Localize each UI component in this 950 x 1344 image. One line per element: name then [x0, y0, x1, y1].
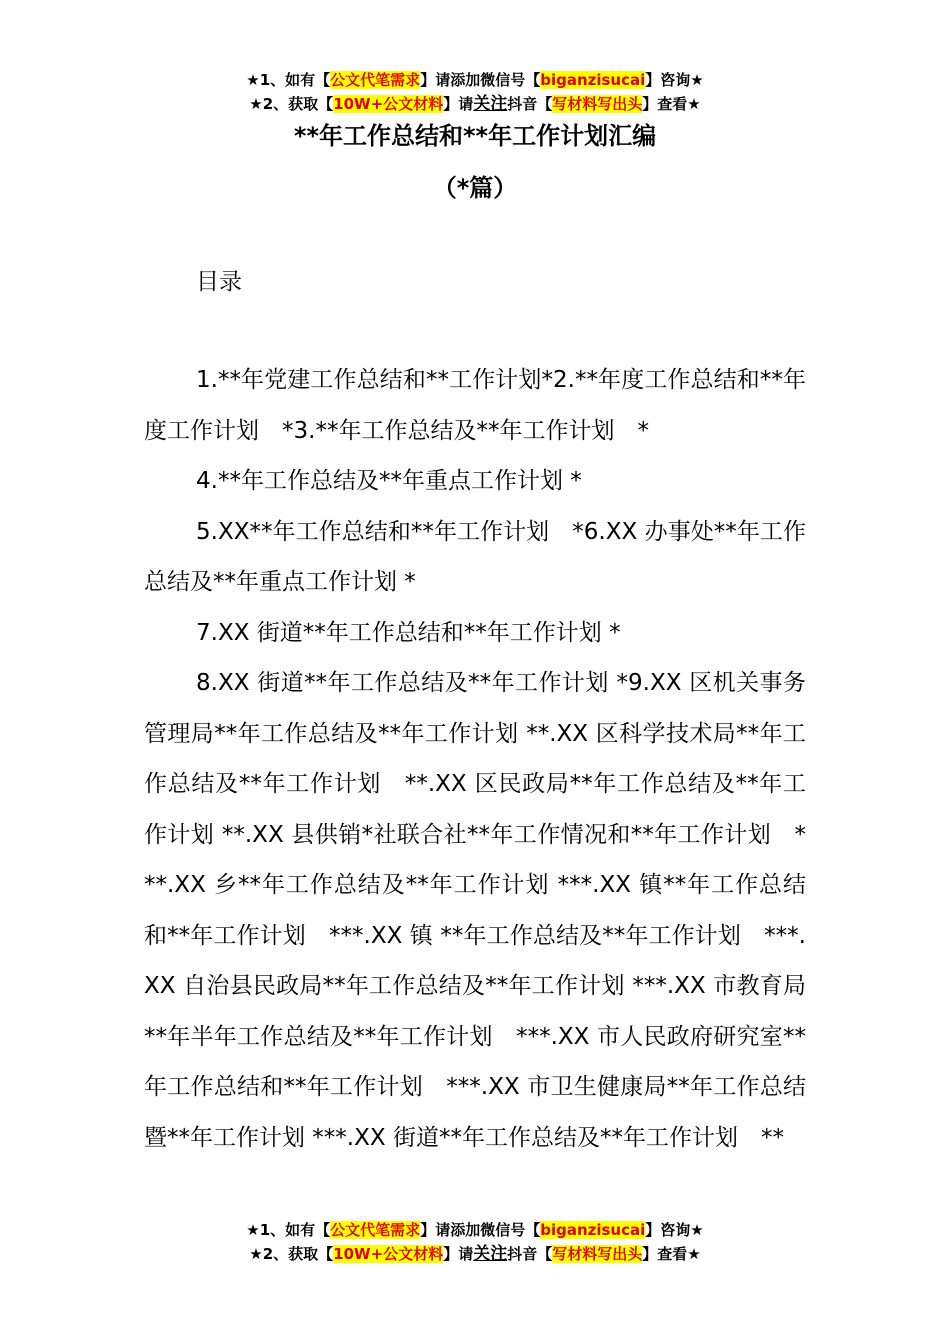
toc-paragraph: 8.XX 街道**年工作总结及**年工作计划 *9.XX 区机关事务管理局**年工作总结及**年工作计划 **.XX 区科学技术局**年工作总结及**年工作计划 **.XX 区民政局**年工作总结及**年工作计划 **.XX 县供销*社联合社**年工作情况和**年工作计划 ***.XX 乡**年工作总结及**年工作计划 ***.XX 镇**年工作总结和**年工作计划 ***.XX 镇 **年工作总结及**年工作计划 ***.XX 自治县民政局**年工作总结及**年工作计划 ***.XX 市教育局**年半年工作总结及**年工作计划 ***.XX 市人民政府研究室**年工作总结和**年工作计划 ***.XX 市卫生健康局**年工作总结暨**年工作计划 ***.XX 街道**年工作总结及**年工作计划 ** — [144, 670, 806, 1151]
header-banner — [0, 68, 950, 116]
footer-banner — [0, 1218, 950, 1266]
banner-highlight-douyin: 写材料写出头 — [552, 1245, 643, 1263]
banner-line-2 — [0, 92, 950, 116]
toc-paragraph: 7.XX 街道**年工作总结和**年工作计划 * — [196, 619, 621, 646]
banner-line-2-suffix: 】查看★ — [642, 95, 701, 113]
banner-line-2-prefix: ★2、获取【 — [249, 1245, 334, 1263]
banner-line-2 — [0, 1242, 950, 1266]
banner-line-1-prefix: ★1、如有【 — [246, 71, 331, 89]
banner-line-2-suffix: 】查看★ — [642, 1245, 701, 1263]
banner-line-2-mid-b: 抖音【 — [507, 1245, 553, 1263]
document-title: **年工作总结和**年工作计划汇编 — [293, 122, 657, 150]
toc-body — [144, 355, 806, 1163]
document-subtitle: （*篇） — [432, 174, 518, 202]
toc-paragraph: 5.XX**年工作总结和**年工作计划 *6.XX 办事处**年工作总结及**年重点工作计划 * — [144, 518, 806, 595]
banner-line-2-mid-a: 】请 — [443, 95, 474, 113]
banner-line-1-suffix: 】咨询★ — [645, 71, 704, 89]
banner-underlined-follow: 关注 — [473, 94, 508, 114]
banner-line-1-mid: 】请添加微信号【 — [420, 1221, 541, 1239]
banner-line-2-mid-a: 】请 — [443, 1245, 474, 1263]
banner-highlight-service: 公文代笔需求 — [330, 71, 421, 89]
toc-paragraph: 4.**年工作总结及**年重点工作计划 * — [196, 468, 582, 494]
banner-line-2-mid-b: 抖音【 — [507, 95, 553, 113]
toc-heading: 目录 — [196, 269, 242, 295]
banner-highlight-materials: 10W+公文材料 — [333, 95, 444, 113]
banner-highlight-douyin: 写材料写出头 — [552, 95, 643, 113]
banner-line-1 — [0, 68, 950, 92]
banner-line-2-prefix: ★2、获取【 — [249, 95, 334, 113]
banner-line-1 — [0, 1218, 950, 1242]
banner-highlight-wechat-id: biganzisucai — [540, 1221, 646, 1239]
banner-line-1-prefix: ★1、如有【 — [246, 1221, 331, 1239]
banner-highlight-service: 公文代笔需求 — [330, 1221, 421, 1239]
banner-underlined-follow: 关注 — [473, 1244, 508, 1264]
banner-line-1-mid: 】请添加微信号【 — [420, 71, 541, 89]
toc-paragraph: 1.**年党建工作总结和**工作计划*2.**年度工作总结和**年度工作计划 *3.**年工作总结及**年工作计划 * — [144, 367, 806, 444]
banner-line-1-suffix: 】咨询★ — [645, 1221, 704, 1239]
banner-highlight-wechat-id: biganzisucai — [540, 71, 646, 89]
banner-highlight-materials: 10W+公文材料 — [333, 1245, 444, 1263]
